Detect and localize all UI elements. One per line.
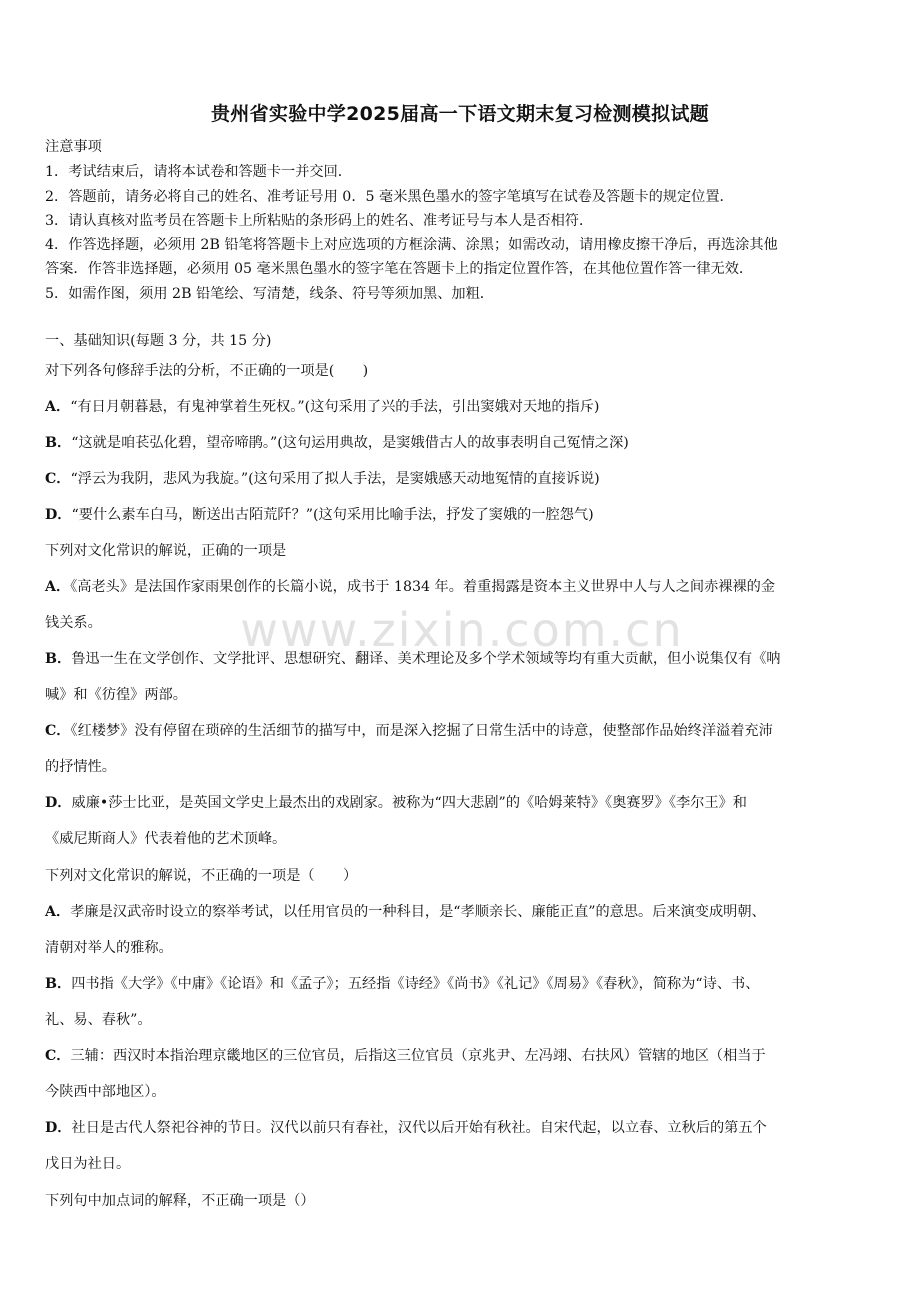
option-d-cont: 戊日为社日。 bbox=[45, 1156, 131, 1172]
notes-heading: 注意事项 bbox=[45, 139, 102, 155]
option-c-cont: 今陕西中部地区）。 bbox=[45, 1084, 166, 1100]
option-text: 威廉•莎士比亚，是英国文学史上最杰出的戏剧家。被称为“四大悲剧”的《哈姆莱特》《奥赛罗》《李尔王》和 bbox=[71, 795, 747, 811]
option-a bbox=[45, 397, 877, 417]
option-label: D． bbox=[45, 795, 72, 811]
option-label: A． bbox=[45, 579, 71, 595]
option-text: “要什么素车白马，断送出古陌荒阡？”(这句采用比喻手法，抒发了窦娥的一腔怨气) bbox=[71, 507, 594, 523]
option-text: 《红楼梦》没有停留在琐碎的生活细节的描写中，而是深入挖掘了日常生活中的诗意，使整部作品始终洋溢着充沛 bbox=[70, 723, 773, 739]
watermark: www.zixin.com.cn bbox=[240, 603, 684, 657]
option-a-cont: 清朝对举人的雅称。 bbox=[45, 940, 173, 956]
option-label: A． bbox=[45, 399, 71, 415]
note-item-5: 5．如需作图，须用 2B 铅笔绘、写清楚，线条、符号等须加黑、加粗． bbox=[45, 286, 494, 302]
option-label: D． bbox=[45, 1120, 72, 1136]
option-label: C． bbox=[45, 471, 71, 487]
option-c-cont: 的抒情性。 bbox=[45, 759, 116, 775]
option-label: B． bbox=[45, 976, 72, 992]
option-text: “这就是咱苌弘化碧，望帝啼鹃。”(这句运用典故，是窦娥借古人的故事表明自己冤情之深) bbox=[71, 435, 629, 451]
option-d bbox=[45, 793, 877, 813]
option-d bbox=[45, 1118, 877, 1138]
option-c bbox=[45, 1046, 877, 1066]
question-stem: 下列对文化常识的解说，不正确的一项是（ ） bbox=[45, 868, 358, 884]
option-label: C． bbox=[45, 723, 71, 739]
option-d-cont: 《威尼斯商人》代表着他的艺术顶峰。 bbox=[45, 831, 287, 847]
note-item-1: 1．考试结束后，请将本试卷和答题卡一并交回． bbox=[45, 164, 352, 180]
option-c bbox=[45, 721, 877, 741]
note-item-4-cont: 答案．作答非选择题，必须用 05 毫米黑色墨水的签字笔在答题卡上的指定位置作答，在其他位置作答一律无效． bbox=[45, 261, 754, 277]
option-text: “浮云为我阴，悲风为我旋。”(这句采用了拟人手法，是窦娥感天动地冤情的直接诉说) bbox=[70, 471, 600, 487]
option-b-cont: 喊》和《彷徨》两部。 bbox=[45, 687, 187, 703]
option-b-cont: 礼、易、春秋”。 bbox=[45, 1012, 152, 1028]
note-item-3: 3．请认真核对监考员在答题卡上所粘贴的条形码上的姓名、准考证号与本人是否相符． bbox=[45, 213, 594, 229]
note-item-4: 4．作答选择题，必须用 2B 铅笔将答题卡上对应选项的方框涂满、涂黑；如需改动，请用橡皮擦干净后，再选涂其他 bbox=[45, 237, 778, 253]
option-a bbox=[45, 577, 877, 597]
option-text: 《高老头》是法国作家雨果创作的长篇小说，成书于 1834 年。着重揭露是资本主义世界中人与人之间赤裸裸的金 bbox=[70, 579, 776, 595]
option-text: “有日月朝暮悬，有鬼神掌着生死权。”(这句采用了兴的手法，引出窦娥对天地的指斥) bbox=[70, 399, 600, 415]
option-text: 孝廉是汉武帝时设立的察举考试，以任用官员的一种科目，是“孝顺亲长、廉能正直”的意思。后来演变成明朝、 bbox=[70, 904, 766, 920]
option-d bbox=[45, 505, 877, 525]
option-text: 社日是古代人祭祀谷神的节日。汉代以前只有春社，汉代以后开始有秋社。自宋代起，以立春、立秋后的第五个 bbox=[71, 1120, 767, 1136]
question-stem: 下列句中加点词的解释，不正确一项是（） bbox=[45, 1193, 315, 1209]
option-a-cont: 钱关系。 bbox=[45, 615, 102, 631]
option-label: B． bbox=[45, 651, 72, 667]
page-title: 贵州省实验中学2025届高一下语文期末复习检测模拟试题 bbox=[211, 103, 709, 125]
question-stem: 下列对文化常识的解说，正确的一项是 bbox=[45, 543, 287, 559]
option-a bbox=[45, 902, 877, 922]
option-text: 鲁迅一生在文学创作、文学批评、思想研究、翻译、美术理论及多个学术领域等均有重大贡献，但小说集仅有《呐 bbox=[71, 651, 781, 667]
option-c bbox=[45, 469, 877, 489]
option-label: C． bbox=[45, 1048, 71, 1064]
section-heading: 一、基础知识(每题 3 分，共 15 分) bbox=[45, 333, 272, 349]
question-stem: 对下列各句修辞手法的分析，不正确的一项是( ) bbox=[45, 363, 369, 379]
option-text: 四书指《大学》《中庸》《论语》和《孟子》；五经指《诗经》《尚书》《礼记》《周易》《春秋》，简称为“诗、书、 bbox=[71, 976, 760, 992]
option-text: 三辅：西汉时本指治理京畿地区的三位官员，后指这三位官员（京兆尹、左冯翊、右扶风）管辖的地区（相当于 bbox=[70, 1048, 766, 1064]
note-item-2: 2．答题前，请务必将自己的姓名、准考证号用 0．5 毫米黑色墨水的签字笔填写在试卷及答题卡的规定位置． bbox=[45, 189, 734, 205]
option-label: D． bbox=[45, 507, 72, 523]
option-b bbox=[45, 433, 877, 453]
option-label: A． bbox=[45, 904, 71, 920]
option-b bbox=[45, 974, 877, 994]
option-label: B． bbox=[45, 435, 72, 451]
option-b bbox=[45, 649, 877, 669]
